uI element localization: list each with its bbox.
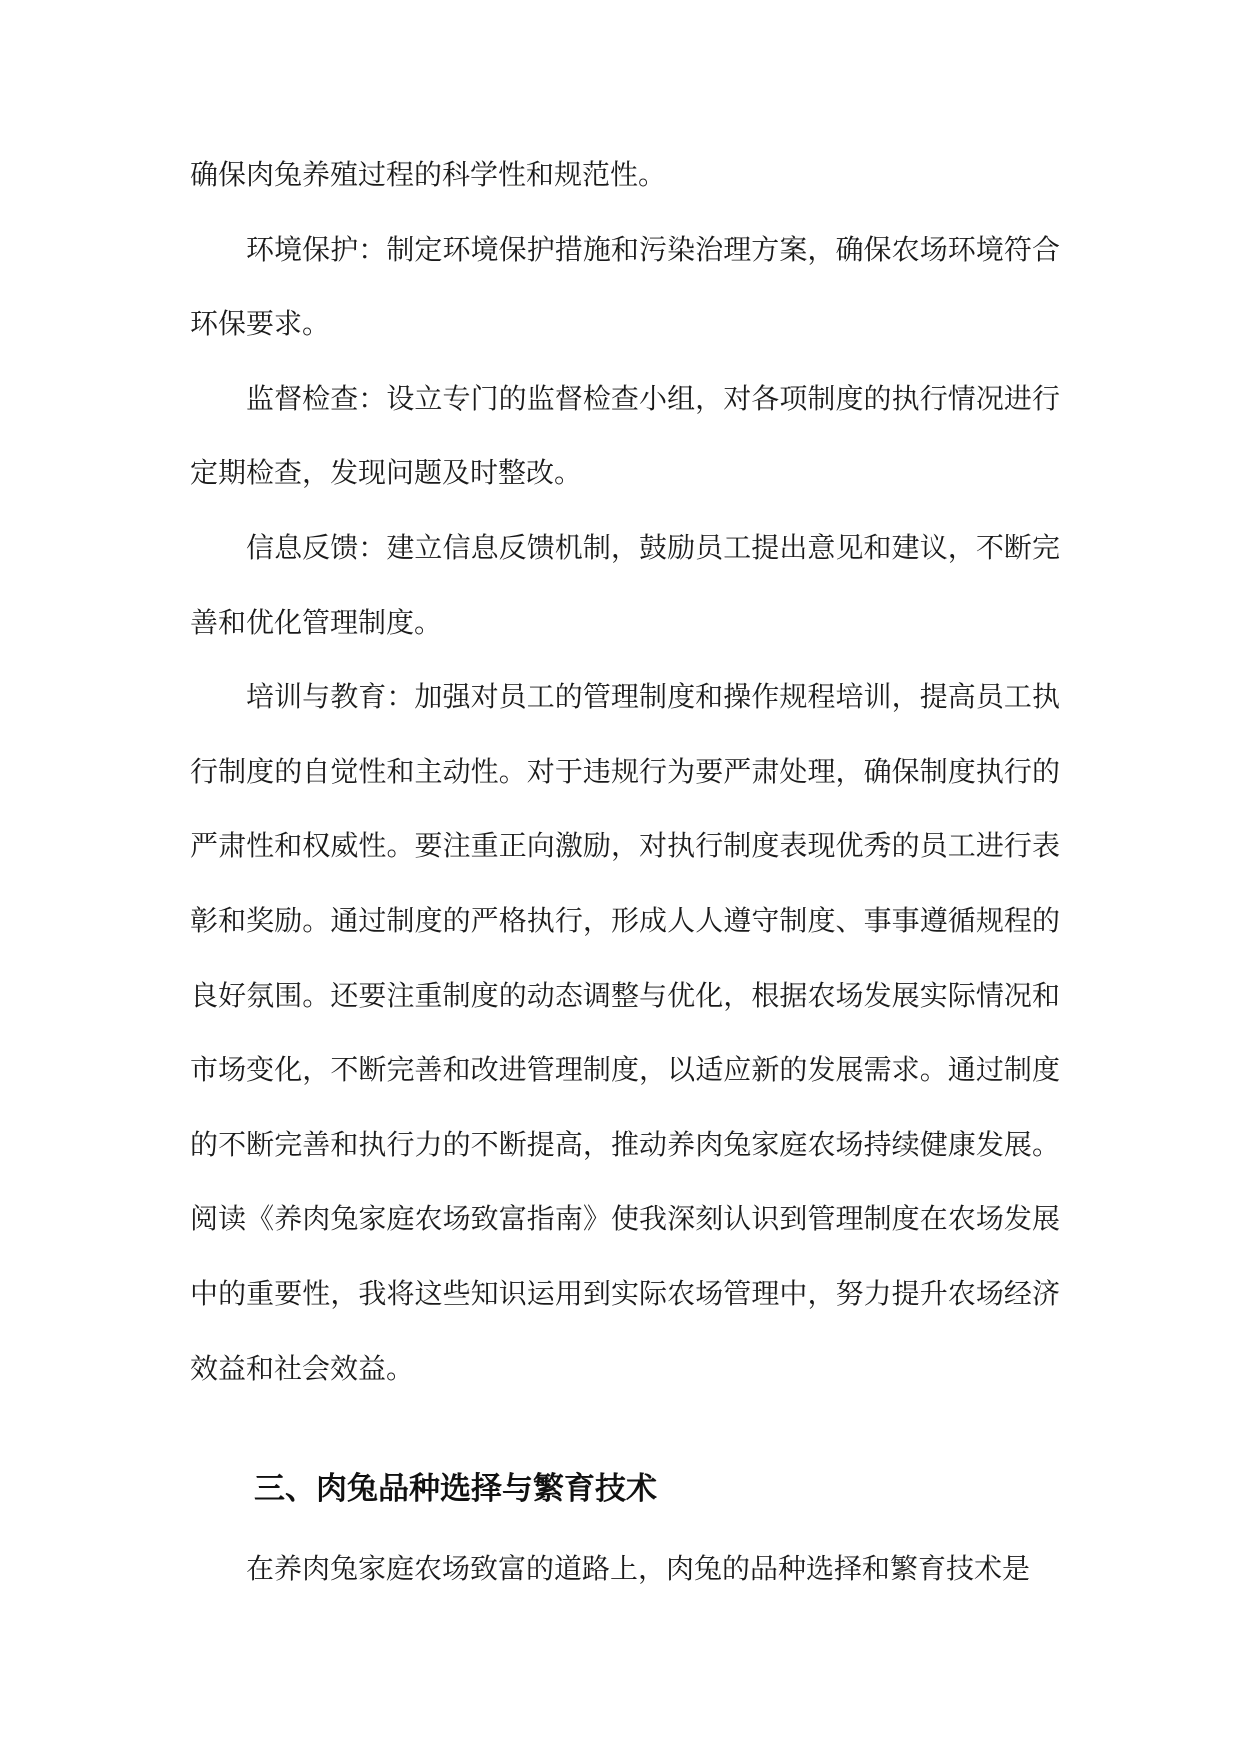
paragraph-information-feedback: 信息反馈：建立信息反馈机制，鼓励员工提出意见和建议，不断完善和优化管理制度。 [190,530,1060,639]
section-heading: 三、肉兔品种选择与繁育技术 [254,1471,657,1508]
paragraph-supervision-inspection: 监督检查：设立专门的监督检查小组，对各项制度的执行情况进行定期检查，发现问题及时整改。 [190,381,1060,490]
paragraph-environment-protection: 环境保护：制定环境保护措施和污染治理方案，确保农场环境符合环保要求。 [190,232,1060,341]
document-body [190,138,1060,1607]
paragraph-section-intro: 在养肉兔家庭农场致富的道路上，肉兔的品种选择和繁育技术是 [246,1552,1031,1586]
paragraph-continuation: 确保肉兔养殖过程的科学性和规范性。 [190,158,667,191]
paragraph-training-education: 培训与教育：加强对员工的管理制度和操作规程培训，提高员工执行制度的自觉性和主动性。对于违规行为要严肃处理，确保制度执行的严肃性和权威性。要注重正向激励，对执行制度表现优秀的员工进行表彰和奖励。通过制度的严格执行，形成人人遵守制度、事事遵循规程的良好氛围。还要注重制度的动态调整与优化，根据农场发展实际情况和市场变化，不断完善和改进管理制度，以适应新的发展需求。通过制度的不断完善和执行力的不断提高，推动养肉兔家庭农场持续健康发展。阅读《养肉兔家庭农场致富指南》使我深刻认识到管理制度在农场发展中的重要性，我将这些知识运用到实际农场管理中，努力提升农场经济效益和社会效益。 [190,680,1060,1385]
